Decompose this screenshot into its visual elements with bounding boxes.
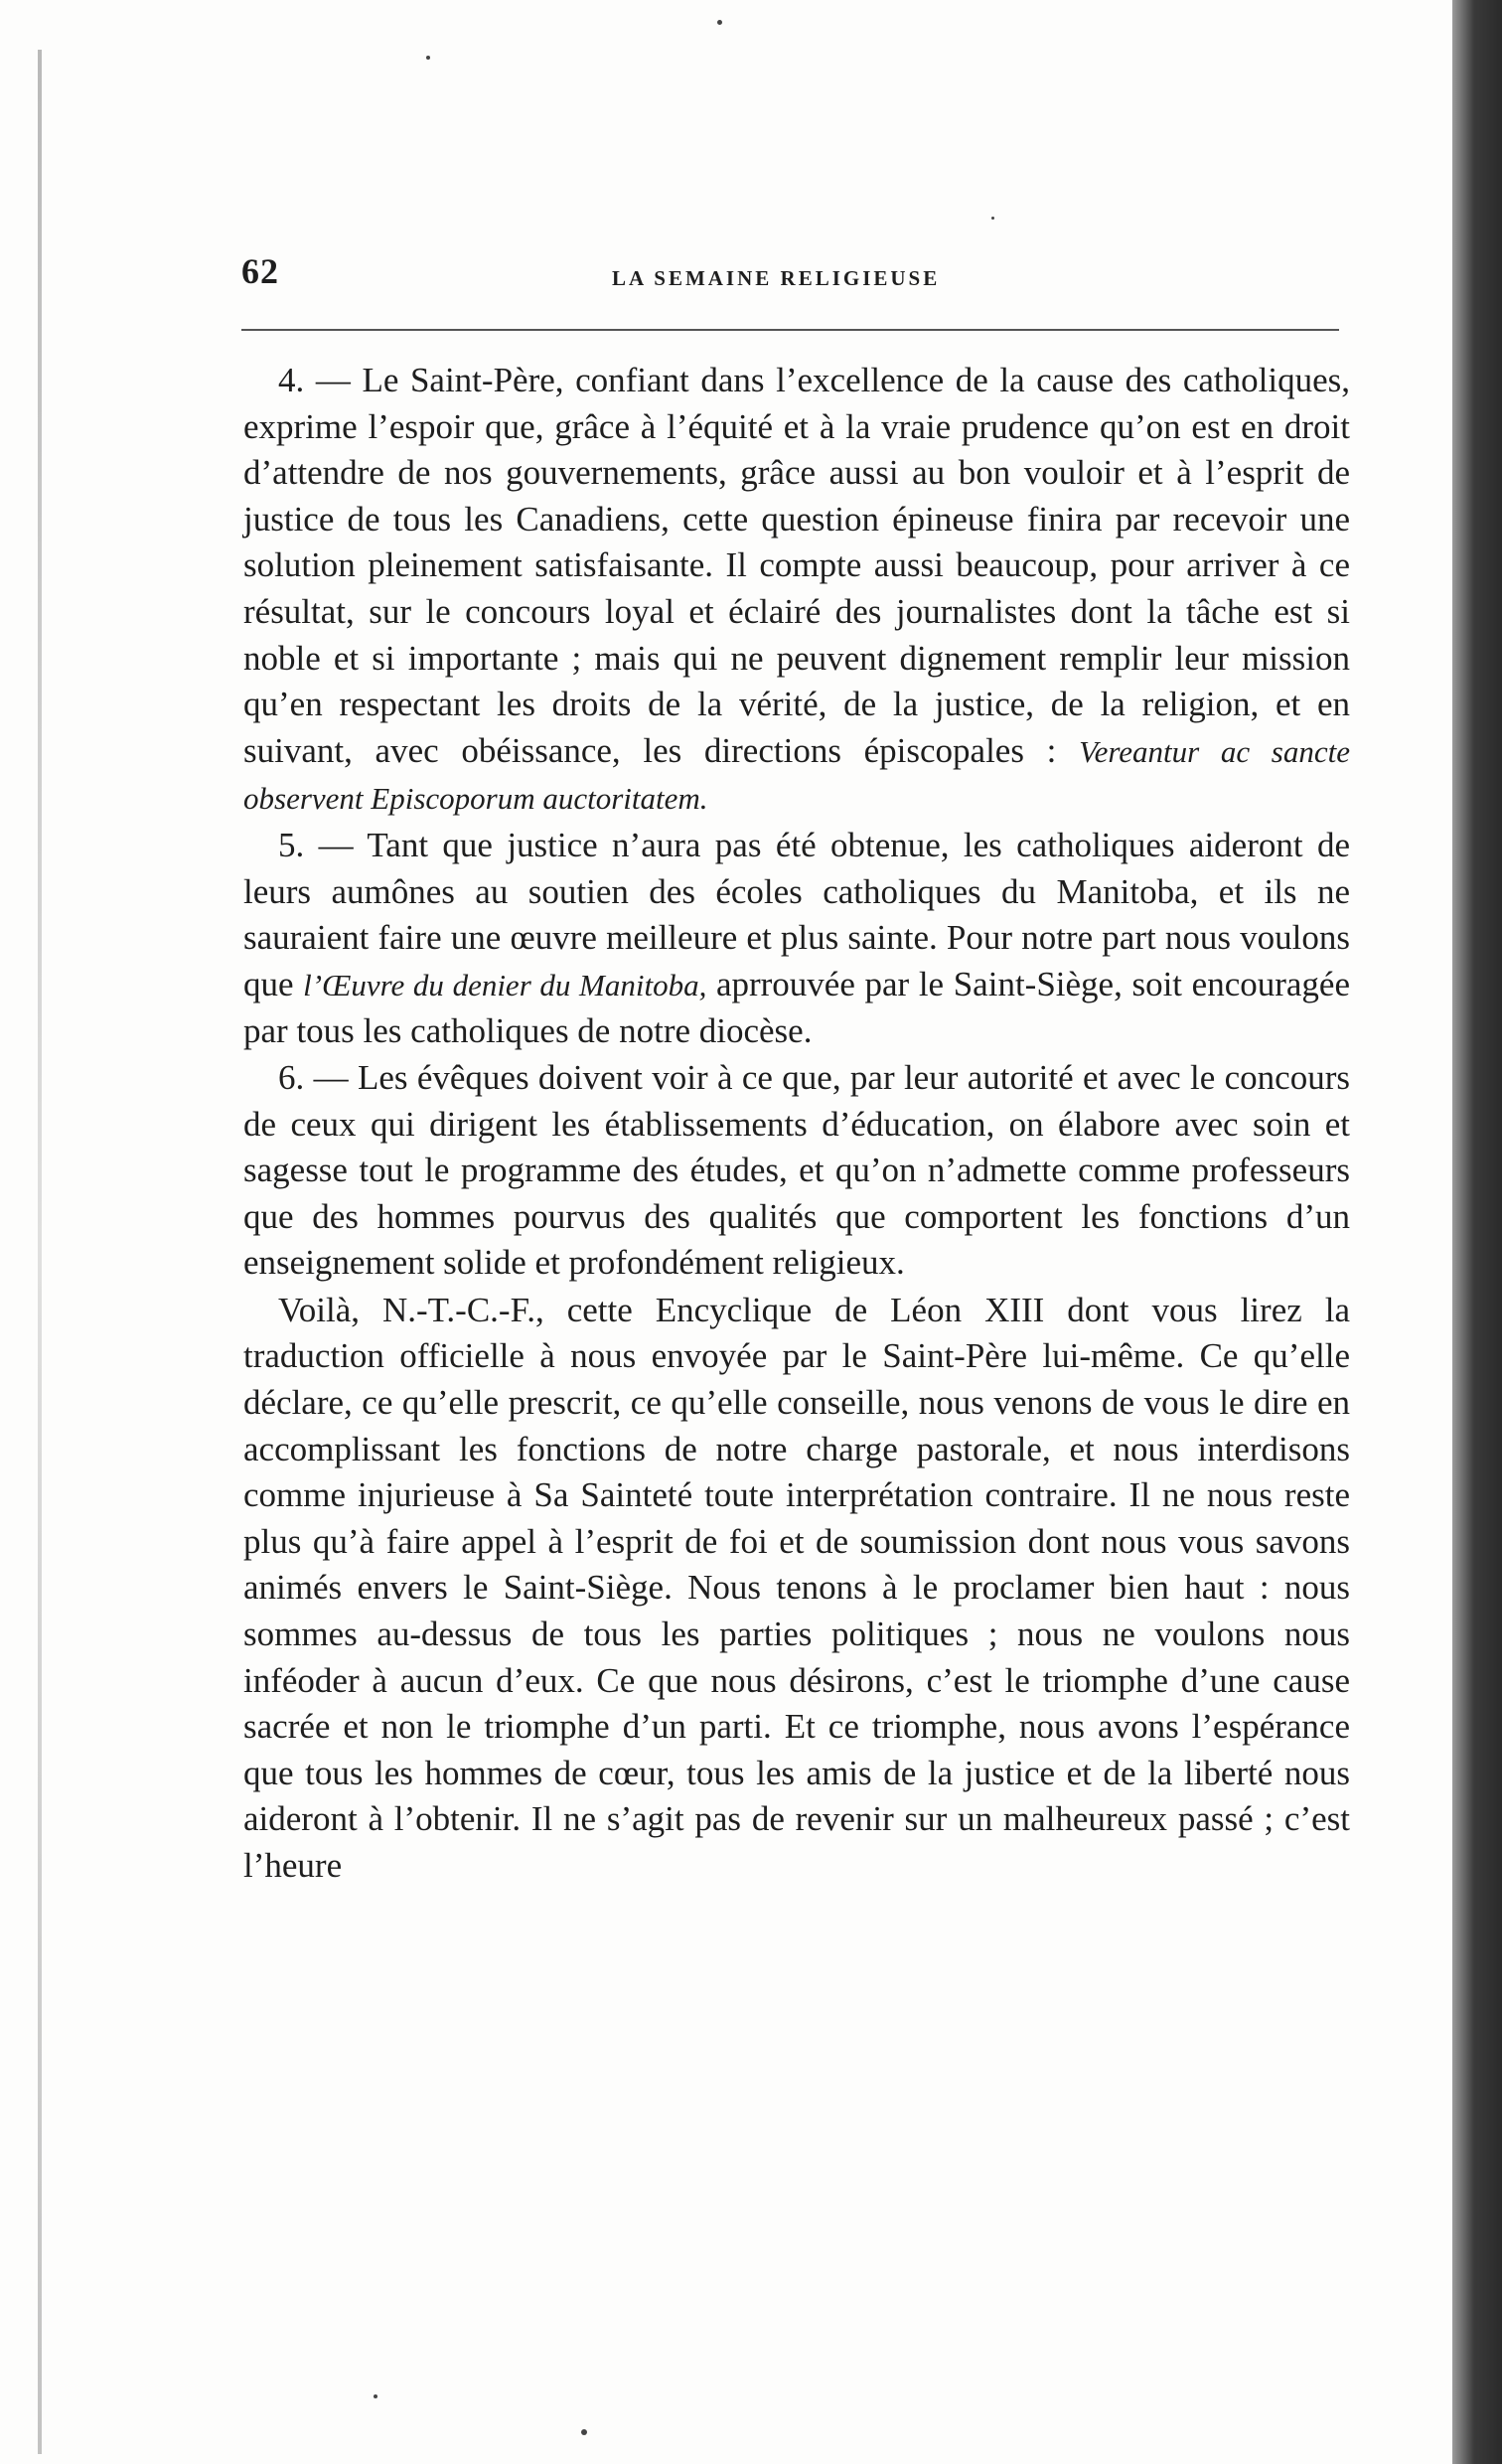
page-header xyxy=(241,250,1339,298)
page-right-edge-shadow xyxy=(1452,0,1502,2464)
speck xyxy=(717,20,722,25)
speck xyxy=(426,56,430,60)
paragraph-text: 5. — Tant que justice n’aura pas été obtenue, les catholiques aideront de leurs aumônes au soutien des écoles catholiques du Manitoba, et ils ne sauraient faire une œuvre meilleure et plus sainte. Pour notre part nous voulons que xyxy=(243,825,1350,1003)
page-number: 62 xyxy=(241,251,279,291)
speck xyxy=(374,2394,377,2398)
paragraph-4 xyxy=(243,358,1350,823)
paragraph-italic: l’Œuvre du denier du Manitoba, xyxy=(303,967,707,1002)
running-title: LA SEMAINE RELIGIEUSE xyxy=(612,266,941,290)
paragraph-text: 6. — Les évêques doivent voir à ce que, par leur autorité et avec le concours de ceux qui dirigent les établissements d’éducation, on élabore avec soin et sagesse tout le programme des études, et qu’on n’admette comme professeurs que des hommes pourvus des qualités que comportent les fonctions d’un enseignement solide et profondément religieux. xyxy=(243,1057,1350,1283)
paragraph-5 xyxy=(243,823,1350,1055)
page-left-edge-shadow xyxy=(38,50,42,2454)
body-text xyxy=(243,358,1350,1891)
paragraph-text: Voilà, N.-T.-C.-F., cette Encyclique de Léon XIII dont vous lirez la traduction officielle à nous envoyée par le Saint-Père lui-même. Ce qu’elle déclare, ce qu’elle prescrit, ce qu’elle conseille, nous venons de vous le dire en accomplissant les fonctions de notre charge pastorale, et nous interdisons comme injurieuse à Sa Sainteté toute interprétation contraire. Il ne nous reste plus qu’à faire appel à l’esprit de foi et de soumission dont nous vous savons animés envers le Saint-Siège. Nous tenons à le proclamer bien haut : nous sommes au-dessus de tous les parties politiques ; nous ne voulons nous inféoder à aucun d’eux. Ce que nous désirons, c’est le triomphe d’une cause sacrée et non le triomphe d’un parti. Et ce triomphe, nous avons l’espérance que tous les hommes de cœur, tous les amis de la justice et de la liberté nous aideront à l’obtenir. Il ne s’agit pas de revenir sur un malheureux passé ; c’est l’heure xyxy=(243,1290,1350,1885)
paragraph-italic: Vereantur ac sancte observent Episcoporum auctoritatem. xyxy=(243,733,1350,817)
paragraph-text: 4. — Le Saint-Père, confiant dans l’excellence de la cause des catholiques, exprime l’espoir que, grâce à l’équité et à la vraie prudence qu’on est en droit d’attendre de nos gouvernements, grâce aussi au bon vouloir et à l’esprit de justice de tous les Canadiens, cette question épineuse finira par recevoir une solution pleinement satisfaisante. Il compte aussi beaucoup, pour arriver à ce résultat, sur le concours loyal et éclairé des journalistes dont la tâche est si noble et si importante ; mais qui ne peuvent dignement remplir leur mission qu’en respectant les droits de la vérité, de la justice, de la religion, et en suivant, avec obéissance, les directions épiscopales : xyxy=(243,361,1350,770)
speck xyxy=(991,217,994,220)
paragraph-text-after: aprrouvée par le Saint-Siège, soit encouragée par tous les catholiques de notre diocèse. xyxy=(243,964,1350,1051)
speck xyxy=(581,2429,587,2435)
header-rule xyxy=(241,329,1339,331)
paragraph-voila xyxy=(243,1288,1350,1891)
paragraph-6 xyxy=(243,1055,1350,1288)
